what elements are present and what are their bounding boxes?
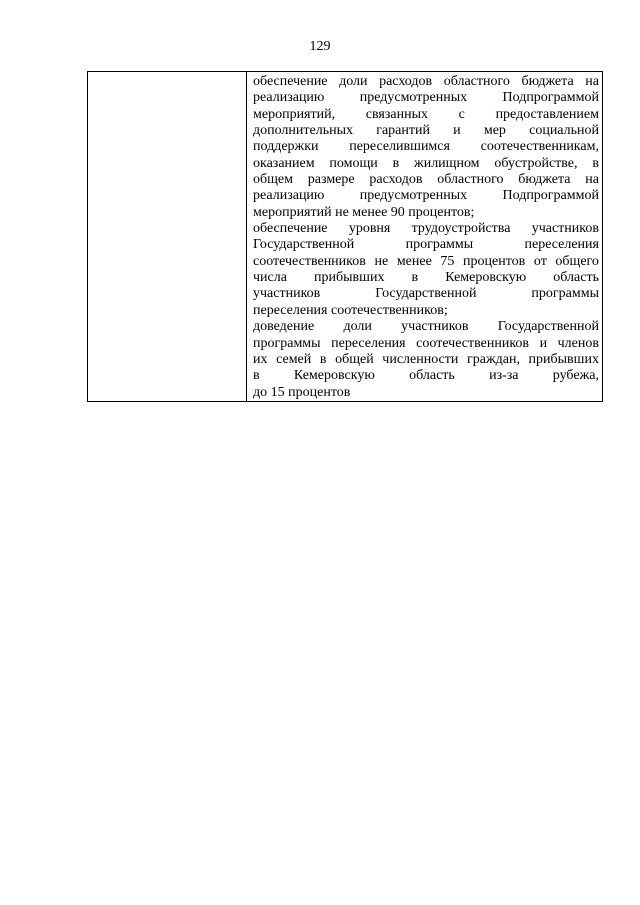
text-line: соотечественников не менее 75 процентов от общего — [253, 253, 599, 269]
goal-paragraph — [253, 74, 599, 221]
text-line: их семей в общей численности граждан, прибывших — [253, 351, 599, 367]
text-line: поддержки переселившимся соотечественникам, — [253, 139, 599, 155]
text-line: доведение доли участников Государственной — [253, 319, 599, 335]
text-line: до 15 процентов — [253, 384, 351, 400]
text-line: мероприятий не менее 90 процентов; — [253, 204, 475, 220]
text-line: числа прибывших в Кемеровскую область — [253, 270, 599, 286]
text-line: оказанием помощи в жилищном обустройстве, в — [253, 155, 599, 171]
goal-paragraph — [253, 319, 599, 401]
text-line: общем размере расходов областного бюджета на — [253, 172, 599, 188]
goals-text — [247, 72, 602, 401]
goal-paragraph — [253, 221, 599, 319]
text-line: Государственной программы переселения — [253, 237, 599, 253]
text-line: реализацию предусмотренных Подпрограммой — [253, 90, 599, 106]
text-line: обеспечение уровня трудоустройства участников — [253, 221, 599, 237]
text-line: мероприятий, связанных с предоставлением — [253, 106, 599, 122]
table-row — [88, 72, 603, 402]
text-line: участников Государственной программы — [253, 286, 599, 302]
page-number: 129 — [309, 39, 331, 54]
text-line: переселения соотечественников; — [253, 302, 448, 318]
text-line: дополнительных гарантий и мер социальной — [253, 123, 599, 139]
text-line: программы переселения соотечественников и членов — [253, 335, 599, 351]
text-line: реализацию предусмотренных Подпрограммой — [253, 188, 599, 204]
table-cell-right — [247, 72, 603, 402]
content-table — [87, 71, 603, 402]
table-cell-left — [88, 72, 247, 402]
text-line: в Кемеровскую область из-за рубежа, — [253, 368, 599, 384]
text-line: обеспечение доли расходов областного бюджета на — [253, 74, 599, 89]
